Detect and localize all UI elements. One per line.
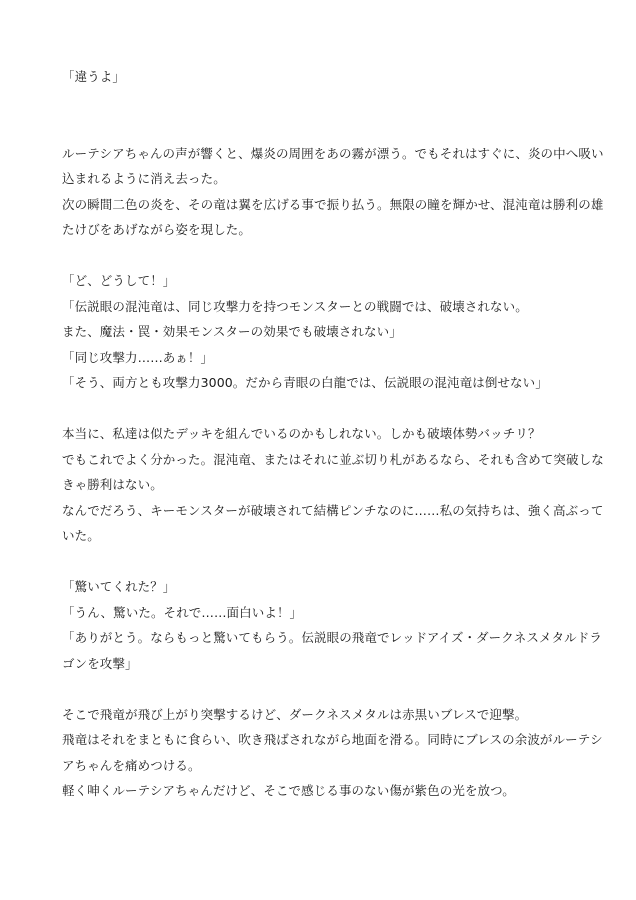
paragraph-gap	[62, 243, 582, 269]
text-line: 「ありがとう。ならもっと驚いてもらう。伝説眼の飛竜でレッドアイズ・ダークネスメタルドラ	[62, 630, 602, 645]
text-line: 飛竜はそれをまともに食らい、吹き飛ばされながら地面を滑る。同時にブレスの余波がルーテシ	[62, 732, 603, 747]
text-line: 本当に、私達は似たデッキを組んでいるのかもしれない。しかも破壊体勢バッチリ？	[62, 426, 541, 441]
text-line: ゴンを攻撃」	[62, 655, 138, 671]
paragraph-gap	[62, 115, 582, 141]
document-body	[62, 64, 604, 804]
text-line: また、魔法・罠・効果モンスターの効果でも破壊されない」	[62, 324, 402, 339]
paragraph-3	[62, 268, 582, 396]
text-line: でもこれでよく分かった。混沌竜、またはそれに並ぶ切り札があるなら、それも含めて突破しな	[62, 451, 604, 467]
paragraph-4	[62, 421, 604, 549]
text-line: 軽く呻くルーテシアちゃんだけど、そこで感じる事のない傷が紫色の光を放つ。	[62, 783, 515, 798]
paragraph-gap	[62, 549, 582, 575]
text-line: 「驚いてくれた？」	[62, 579, 176, 594]
text-line: 「うん、驚いた。それで……面白いよ！」	[62, 604, 303, 620]
paragraph-1	[62, 64, 582, 90]
text-line: なんでだろう、キーモンスターが破壊されて結構ピンチなのに……私の気持ちは、強く高ぶって	[62, 502, 604, 518]
paragraph-gap	[62, 676, 582, 702]
text-line: そこで飛竜が飛び上がり突撃するけど、ダークネスメタルは赤黒いブレスで迎撃。	[62, 706, 528, 722]
paragraph-gap	[62, 396, 582, 422]
paragraph-gap	[62, 90, 582, 116]
text-line: いた。	[62, 528, 100, 543]
text-line: 「伝説眼の混沌竜は、同じ攻撃力を持つモンスターとの戦闘では、破壊されない。	[62, 298, 528, 314]
paragraph-6	[62, 702, 603, 804]
text-line: 「そう、両方とも攻撃力3000。だから青眼の白龍では、伝説眼の混沌竜は倒せない」	[62, 375, 548, 390]
text-line: 次の瞬間二色の炎を、その竜は翼を広げる事で振り払う。無限の瞳を輝かせ、混沌竜は勝利の雄	[62, 196, 604, 212]
text-line: たけびをあげながら姿を現した。	[62, 222, 252, 237]
text-line: きゃ勝利はない。	[62, 477, 163, 492]
paragraph-5	[62, 574, 602, 676]
text-line: 「ど、どうして！」	[62, 273, 176, 288]
text-line: ルーテシアちゃんの声が響くと、爆炎の周囲をあの霧が漂う。でもそれはすぐに、炎の中へ吸い	[62, 145, 604, 161]
text-line: 「違うよ」	[62, 69, 126, 84]
paragraph-2	[62, 141, 604, 243]
text-line: 込まれるように消え去った。	[62, 171, 226, 186]
text-line: アちゃんを痛めつける。	[62, 757, 201, 773]
text-line: 「同じ攻撃力……あぁ！」	[62, 349, 214, 365]
